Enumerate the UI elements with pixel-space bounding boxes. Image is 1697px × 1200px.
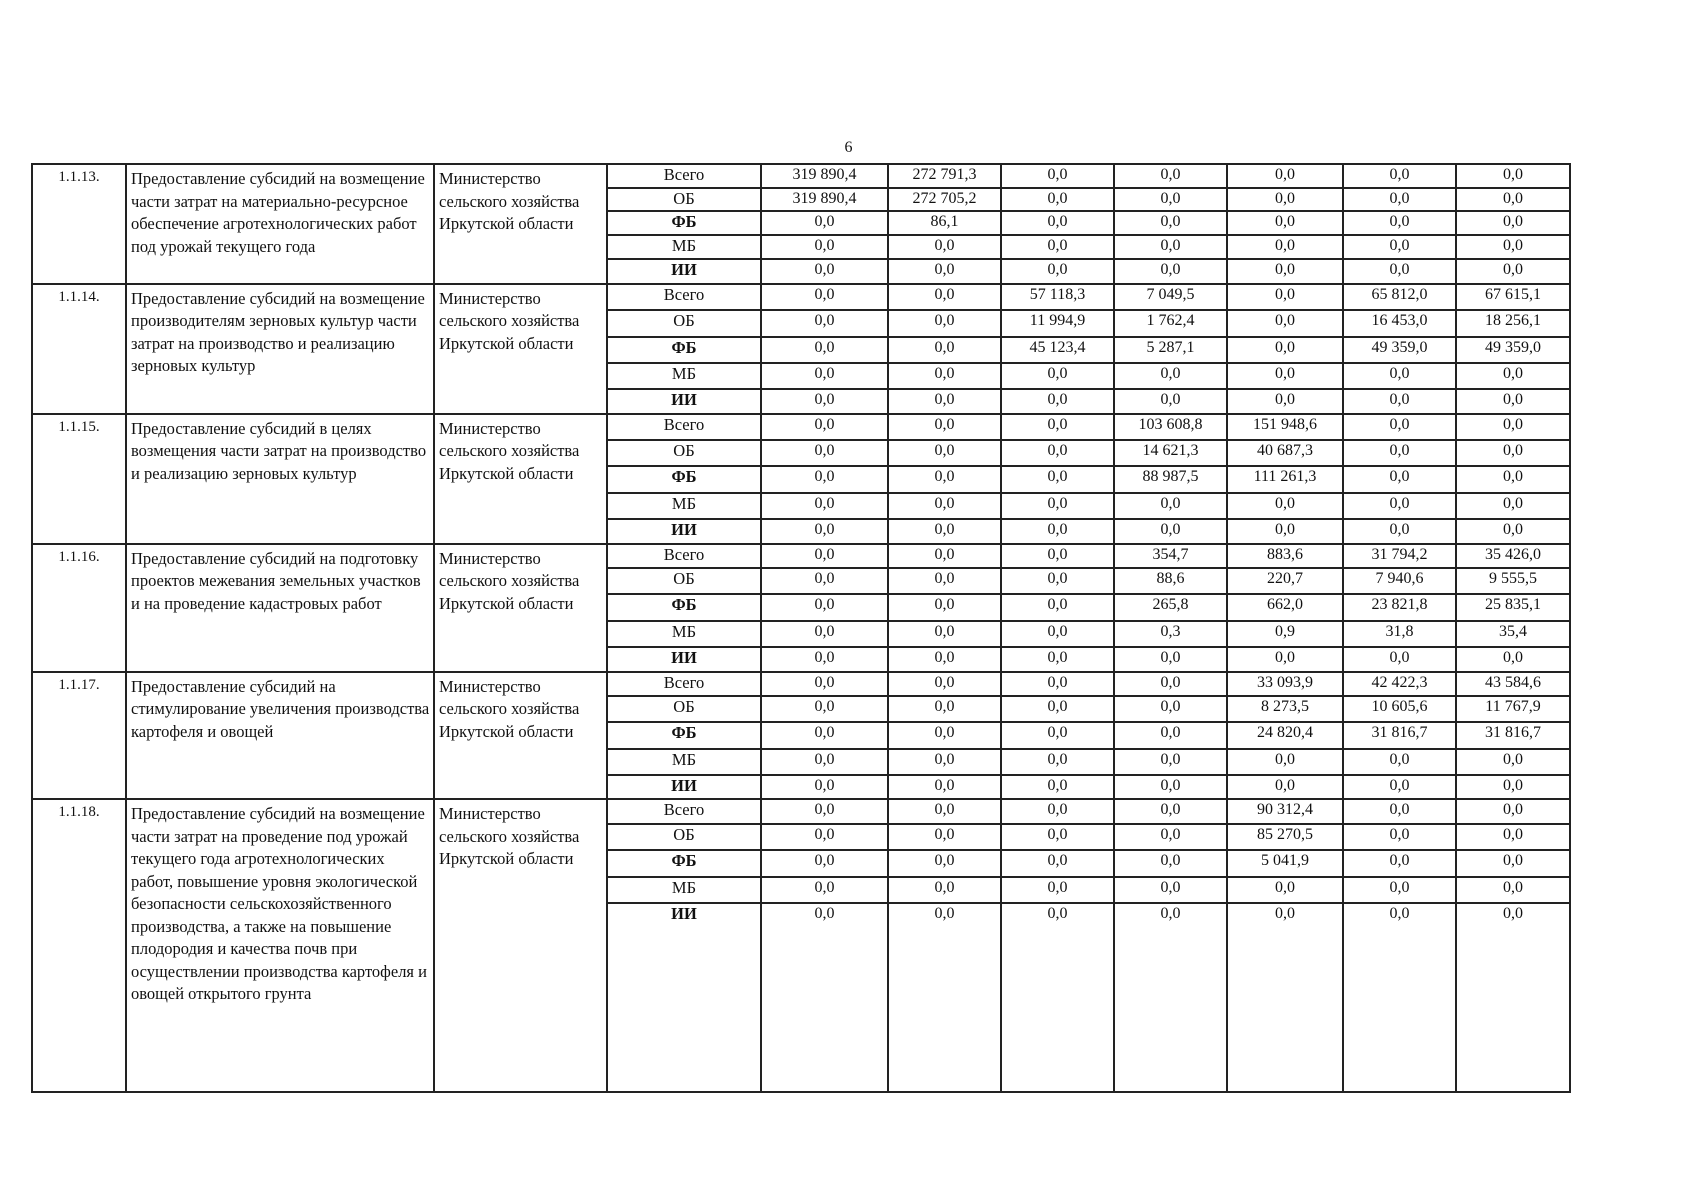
amount-cell: 0,0 — [1456, 877, 1570, 903]
amount-cell: 0,0 — [1343, 466, 1456, 492]
amount-cell: 0,0 — [761, 235, 888, 259]
funding-source: МБ — [607, 363, 761, 389]
amount-cell: 0,0 — [761, 775, 888, 799]
responsible-organization: Министерство сельского хозяйства Иркутской области — [434, 414, 607, 544]
responsible-organization: Министерство сельского хозяйства Иркутской области — [434, 672, 607, 800]
amount-cell: 0,0 — [888, 389, 1001, 413]
amount-cell: 0,0 — [1456, 211, 1570, 235]
amount-cell: 0,0 — [761, 363, 888, 389]
amount-cell: 0,0 — [1001, 544, 1114, 568]
amount-cell: 0,0 — [1227, 188, 1343, 210]
amount-cell: 0,0 — [1456, 775, 1570, 799]
funding-source: ФБ — [607, 211, 761, 235]
amount-cell: 0,0 — [1343, 903, 1456, 1092]
amount-cell: 0,0 — [1114, 519, 1227, 543]
amount-cell: 0,0 — [1456, 440, 1570, 466]
amount-cell: 0,0 — [761, 414, 888, 440]
amount-cell: 0,0 — [1456, 389, 1570, 413]
amount-cell: 151 948,6 — [1227, 414, 1343, 440]
amount-cell: 0,0 — [1001, 799, 1114, 823]
amount-cell: 5 287,1 — [1114, 337, 1227, 363]
amount-cell: 0,0 — [888, 235, 1001, 259]
amount-cell: 0,0 — [1227, 519, 1343, 543]
amount-cell: 0,0 — [1456, 188, 1570, 210]
amount-cell: 0,0 — [1114, 696, 1227, 722]
amount-cell: 0,0 — [1001, 850, 1114, 876]
amount-cell: 0,0 — [1001, 259, 1114, 283]
amount-cell: 57 118,3 — [1001, 284, 1114, 310]
funding-source: ОБ — [607, 188, 761, 210]
amount-cell: 0,0 — [1001, 749, 1114, 775]
amount-cell: 0,0 — [1343, 877, 1456, 903]
amount-cell: 0,0 — [1343, 824, 1456, 850]
amount-cell: 354,7 — [1114, 544, 1227, 568]
amount-cell: 0,0 — [1114, 259, 1227, 283]
item-number: 1.1.17. — [32, 672, 126, 800]
amount-cell: 0,0 — [1456, 824, 1570, 850]
funding-source: МБ — [607, 235, 761, 259]
amount-cell: 0,0 — [1456, 647, 1570, 671]
funding-source: ФБ — [607, 850, 761, 876]
amount-cell: 0,0 — [888, 337, 1001, 363]
amount-cell: 0,0 — [1456, 235, 1570, 259]
amount-cell: 0,0 — [1343, 259, 1456, 283]
amount-cell: 0,0 — [1114, 903, 1227, 1092]
amount-cell: 40 687,3 — [1227, 440, 1343, 466]
amount-cell: 0,0 — [1227, 310, 1343, 336]
amount-cell: 7 049,5 — [1114, 284, 1227, 310]
amount-cell: 0,0 — [1114, 850, 1227, 876]
funding-source: ИИ — [607, 389, 761, 413]
amount-cell: 0,0 — [761, 337, 888, 363]
funding-source: ФБ — [607, 594, 761, 620]
amount-cell: 25 835,1 — [1456, 594, 1570, 620]
amount-cell: 0,0 — [888, 722, 1001, 748]
amount-cell: 0,0 — [888, 824, 1001, 850]
amount-cell: 88,6 — [1114, 568, 1227, 594]
amount-cell: 14 621,3 — [1114, 440, 1227, 466]
amount-cell: 0,0 — [761, 722, 888, 748]
amount-cell: 33 093,9 — [1227, 672, 1343, 696]
amount-cell: 31 816,7 — [1456, 722, 1570, 748]
amount-cell: 88 987,5 — [1114, 466, 1227, 492]
amount-cell: 35,4 — [1456, 621, 1570, 647]
amount-cell: 0,0 — [1114, 164, 1227, 188]
amount-cell: 0,0 — [761, 284, 888, 310]
amount-cell: 0,0 — [1456, 493, 1570, 519]
amount-cell: 0,0 — [761, 903, 888, 1092]
table-row — [32, 164, 1570, 188]
amount-cell: 49 359,0 — [1343, 337, 1456, 363]
amount-cell: 883,6 — [1227, 544, 1343, 568]
amount-cell: 0,0 — [1114, 775, 1227, 799]
amount-cell: 0,0 — [1227, 647, 1343, 671]
item-number: 1.1.13. — [32, 164, 126, 284]
amount-cell: 0,0 — [1343, 211, 1456, 235]
funding-source: ФБ — [607, 337, 761, 363]
amount-cell: 1 762,4 — [1114, 310, 1227, 336]
amount-cell: 0,0 — [888, 749, 1001, 775]
amount-cell: 0,0 — [1001, 594, 1114, 620]
amount-cell: 43 584,6 — [1456, 672, 1570, 696]
amount-cell: 0,0 — [761, 493, 888, 519]
budget-table — [31, 163, 1571, 1093]
amount-cell: 0,0 — [1227, 749, 1343, 775]
amount-cell: 0,0 — [1227, 389, 1343, 413]
responsible-organization: Министерство сельского хозяйства Иркутской области — [434, 164, 607, 284]
amount-cell: 0,0 — [888, 310, 1001, 336]
amount-cell: 0,0 — [1456, 164, 1570, 188]
amount-cell: 0,0 — [888, 259, 1001, 283]
amount-cell: 0,0 — [1456, 903, 1570, 1092]
amount-cell: 0,0 — [761, 519, 888, 543]
amount-cell: 0,0 — [1001, 775, 1114, 799]
amount-cell: 0,0 — [1114, 493, 1227, 519]
amount-cell: 0,0 — [761, 259, 888, 283]
table-row — [32, 799, 1570, 823]
amount-cell: 0,0 — [1343, 775, 1456, 799]
table-row — [32, 284, 1570, 310]
amount-cell: 35 426,0 — [1456, 544, 1570, 568]
amount-cell: 0,0 — [1114, 824, 1227, 850]
amount-cell: 0,0 — [1001, 440, 1114, 466]
amount-cell: 0,0 — [1114, 389, 1227, 413]
amount-cell: 0,0 — [1456, 519, 1570, 543]
funding-source: МБ — [607, 877, 761, 903]
amount-cell: 65 812,0 — [1343, 284, 1456, 310]
amount-cell: 0,0 — [1001, 722, 1114, 748]
amount-cell: 42 422,3 — [1343, 672, 1456, 696]
amount-cell: 5 041,9 — [1227, 850, 1343, 876]
amount-cell: 0,0 — [888, 647, 1001, 671]
amount-cell: 0,0 — [761, 466, 888, 492]
amount-cell: 0,0 — [1001, 568, 1114, 594]
amount-cell: 67 615,1 — [1456, 284, 1570, 310]
funding-source: Всего — [607, 284, 761, 310]
amount-cell: 0,0 — [1114, 877, 1227, 903]
amount-cell: 23 821,8 — [1343, 594, 1456, 620]
funding-source: ИИ — [607, 775, 761, 799]
amount-cell: 31 794,2 — [1343, 544, 1456, 568]
amount-cell: 90 312,4 — [1227, 799, 1343, 823]
amount-cell: 9 555,5 — [1456, 568, 1570, 594]
amount-cell: 272 791,3 — [888, 164, 1001, 188]
amount-cell: 111 261,3 — [1227, 466, 1343, 492]
amount-cell: 7 940,6 — [1343, 568, 1456, 594]
amount-cell: 0,0 — [1114, 188, 1227, 210]
amount-cell: 0,0 — [888, 544, 1001, 568]
amount-cell: 45 123,4 — [1001, 337, 1114, 363]
amount-cell: 0,0 — [1343, 414, 1456, 440]
amount-cell: 0,0 — [888, 850, 1001, 876]
item-number: 1.1.15. — [32, 414, 126, 544]
funding-source: МБ — [607, 493, 761, 519]
responsible-organization: Министерство сельского хозяйства Иркутской области — [434, 799, 607, 1092]
amount-cell: 220,7 — [1227, 568, 1343, 594]
amount-cell: 662,0 — [1227, 594, 1343, 620]
amount-cell: 0,0 — [1227, 493, 1343, 519]
amount-cell: 0,0 — [761, 824, 888, 850]
amount-cell: 0,0 — [1114, 749, 1227, 775]
amount-cell: 0,0 — [761, 211, 888, 235]
amount-cell: 8 273,5 — [1227, 696, 1343, 722]
amount-cell: 0,0 — [1001, 824, 1114, 850]
amount-cell: 0,0 — [1001, 647, 1114, 671]
amount-cell: 0,0 — [1001, 414, 1114, 440]
funding-source: ИИ — [607, 519, 761, 543]
item-description: Предоставление субсидий в целях возмещения части затрат на производство и реализацию зерновых культур — [126, 414, 434, 544]
amount-cell: 0,0 — [1114, 672, 1227, 696]
amount-cell: 319 890,4 — [761, 188, 888, 210]
amount-cell: 0,0 — [1001, 877, 1114, 903]
amount-cell: 86,1 — [888, 211, 1001, 235]
amount-cell: 11 767,9 — [1456, 696, 1570, 722]
amount-cell: 0,0 — [1456, 363, 1570, 389]
amount-cell: 0,0 — [888, 621, 1001, 647]
amount-cell: 0,0 — [1227, 284, 1343, 310]
amount-cell: 0,0 — [1114, 722, 1227, 748]
funding-source: Всего — [607, 672, 761, 696]
item-description: Предоставление субсидий на возмещение производителям зерновых культур части затрат на производство и реализацию зерновых культур — [126, 284, 434, 414]
amount-cell: 0,0 — [1001, 188, 1114, 210]
amount-cell: 265,8 — [1114, 594, 1227, 620]
amount-cell: 319 890,4 — [761, 164, 888, 188]
funding-source: ИИ — [607, 903, 761, 1092]
amount-cell: 0,0 — [1343, 164, 1456, 188]
amount-cell: 0,0 — [761, 749, 888, 775]
amount-cell: 0,0 — [1227, 211, 1343, 235]
amount-cell: 0,0 — [1227, 259, 1343, 283]
amount-cell: 0,0 — [1001, 672, 1114, 696]
amount-cell: 49 359,0 — [1456, 337, 1570, 363]
amount-cell: 0,0 — [1001, 389, 1114, 413]
amount-cell: 0,0 — [1114, 211, 1227, 235]
funding-source: Всего — [607, 164, 761, 188]
amount-cell: 0,0 — [1001, 621, 1114, 647]
amount-cell: 0,0 — [761, 696, 888, 722]
amount-cell: 0,0 — [761, 799, 888, 823]
amount-cell: 18 256,1 — [1456, 310, 1570, 336]
amount-cell: 0,0 — [761, 877, 888, 903]
amount-cell: 0,0 — [888, 799, 1001, 823]
amount-cell: 0,0 — [761, 647, 888, 671]
funding-source: ИИ — [607, 647, 761, 671]
amount-cell: 0,0 — [1456, 799, 1570, 823]
amount-cell: 0,0 — [1343, 440, 1456, 466]
amount-cell: 10 605,6 — [1343, 696, 1456, 722]
amount-cell: 0,0 — [761, 568, 888, 594]
amount-cell: 0,3 — [1114, 621, 1227, 647]
amount-cell: 0,0 — [1227, 877, 1343, 903]
amount-cell: 0,0 — [761, 594, 888, 620]
funding-source: Всего — [607, 544, 761, 568]
amount-cell: 0,0 — [1114, 799, 1227, 823]
amount-cell: 0,0 — [888, 594, 1001, 620]
amount-cell: 272 705,2 — [888, 188, 1001, 210]
amount-cell: 0,0 — [1343, 235, 1456, 259]
item-description: Предоставление субсидий на возмещение части затрат на материально-ресурсное обеспечение агротехнологических работ под урожай текущего года — [126, 164, 434, 284]
funding-source: ОБ — [607, 568, 761, 594]
funding-source: Всего — [607, 799, 761, 823]
amount-cell: 0,0 — [761, 544, 888, 568]
amount-cell: 0,0 — [1227, 775, 1343, 799]
funding-source: ОБ — [607, 440, 761, 466]
amount-cell: 0,0 — [1114, 363, 1227, 389]
amount-cell: 0,0 — [1227, 164, 1343, 188]
funding-source: ИИ — [607, 259, 761, 283]
amount-cell: 0,0 — [761, 310, 888, 336]
funding-source: ФБ — [607, 722, 761, 748]
item-description: Предоставление субсидий на подготовку проектов межевания земельных участков и на проведение кадастровых работ — [126, 544, 434, 672]
amount-cell: 0,0 — [888, 696, 1001, 722]
amount-cell: 0,0 — [888, 284, 1001, 310]
amount-cell: 0,0 — [888, 414, 1001, 440]
amount-cell: 0,0 — [888, 672, 1001, 696]
page-number: 6 — [844, 139, 853, 156]
amount-cell: 0,0 — [1456, 466, 1570, 492]
amount-cell: 0,0 — [1456, 259, 1570, 283]
amount-cell: 0,9 — [1227, 621, 1343, 647]
item-number: 1.1.14. — [32, 284, 126, 414]
responsible-organization: Министерство сельского хозяйства Иркутской области — [434, 544, 607, 672]
amount-cell: 16 453,0 — [1343, 310, 1456, 336]
amount-cell: 0,0 — [1343, 850, 1456, 876]
amount-cell: 0,0 — [1001, 211, 1114, 235]
item-description: Предоставление субсидий на стимулирование увеличения производства картофеля и овощей — [126, 672, 434, 800]
amount-cell: 0,0 — [1456, 414, 1570, 440]
amount-cell: 0,0 — [1343, 363, 1456, 389]
amount-cell: 0,0 — [888, 493, 1001, 519]
amount-cell: 0,0 — [761, 672, 888, 696]
responsible-organization: Министерство сельского хозяйства Иркутской области — [434, 284, 607, 414]
funding-source: МБ — [607, 749, 761, 775]
amount-cell: 0,0 — [1001, 235, 1114, 259]
amount-cell: 0,0 — [1456, 850, 1570, 876]
amount-cell: 0,0 — [1001, 493, 1114, 519]
amount-cell: 0,0 — [1227, 337, 1343, 363]
amount-cell: 0,0 — [888, 775, 1001, 799]
amount-cell: 0,0 — [1001, 363, 1114, 389]
amount-cell: 0,0 — [1227, 235, 1343, 259]
amount-cell: 0,0 — [1227, 903, 1343, 1092]
amount-cell: 0,0 — [888, 363, 1001, 389]
amount-cell: 0,0 — [761, 850, 888, 876]
table-row — [32, 672, 1570, 696]
amount-cell: 31,8 — [1343, 621, 1456, 647]
item-number: 1.1.18. — [32, 799, 126, 1092]
table-row — [32, 544, 1570, 568]
item-description: Предоставление субсидий на возмещение части затрат на проведение под урожай текущего года агротехнологических работ, повышение уровня экологической безопасности сельскохозяйственного производства, а также на повышение плодородия и качества почв при осуществлении производства картофеля и овощей открытого грунта — [126, 799, 434, 1092]
amount-cell: 0,0 — [761, 440, 888, 466]
amount-cell: 11 994,9 — [1001, 310, 1114, 336]
amount-cell: 24 820,4 — [1227, 722, 1343, 748]
amount-cell: 85 270,5 — [1227, 824, 1343, 850]
amount-cell: 0,0 — [888, 466, 1001, 492]
item-number: 1.1.16. — [32, 544, 126, 672]
amount-cell: 0,0 — [1114, 235, 1227, 259]
amount-cell: 0,0 — [1114, 647, 1227, 671]
amount-cell: 0,0 — [888, 903, 1001, 1092]
amount-cell: 0,0 — [1001, 903, 1114, 1092]
amount-cell: 0,0 — [888, 877, 1001, 903]
amount-cell: 0,0 — [1343, 389, 1456, 413]
amount-cell: 0,0 — [1001, 466, 1114, 492]
funding-source: ОБ — [607, 824, 761, 850]
amount-cell: 0,0 — [1227, 363, 1343, 389]
amount-cell: 103 608,8 — [1114, 414, 1227, 440]
amount-cell: 0,0 — [1001, 164, 1114, 188]
amount-cell: 0,0 — [1343, 647, 1456, 671]
amount-cell: 0,0 — [888, 519, 1001, 543]
funding-source: ОБ — [607, 310, 761, 336]
table-row — [32, 414, 1570, 440]
funding-source: МБ — [607, 621, 761, 647]
amount-cell: 0,0 — [761, 389, 888, 413]
amount-cell: 0,0 — [888, 568, 1001, 594]
amount-cell: 0,0 — [1343, 749, 1456, 775]
amount-cell: 0,0 — [1001, 696, 1114, 722]
amount-cell: 31 816,7 — [1343, 722, 1456, 748]
amount-cell: 0,0 — [888, 440, 1001, 466]
amount-cell: 0,0 — [1343, 799, 1456, 823]
amount-cell: 0,0 — [1456, 749, 1570, 775]
amount-cell: 0,0 — [761, 621, 888, 647]
amount-cell: 0,0 — [1343, 188, 1456, 210]
amount-cell: 0,0 — [1001, 519, 1114, 543]
funding-source: Всего — [607, 414, 761, 440]
funding-source: ОБ — [607, 696, 761, 722]
amount-cell: 0,0 — [1343, 519, 1456, 543]
funding-source: ФБ — [607, 466, 761, 492]
amount-cell: 0,0 — [1343, 493, 1456, 519]
